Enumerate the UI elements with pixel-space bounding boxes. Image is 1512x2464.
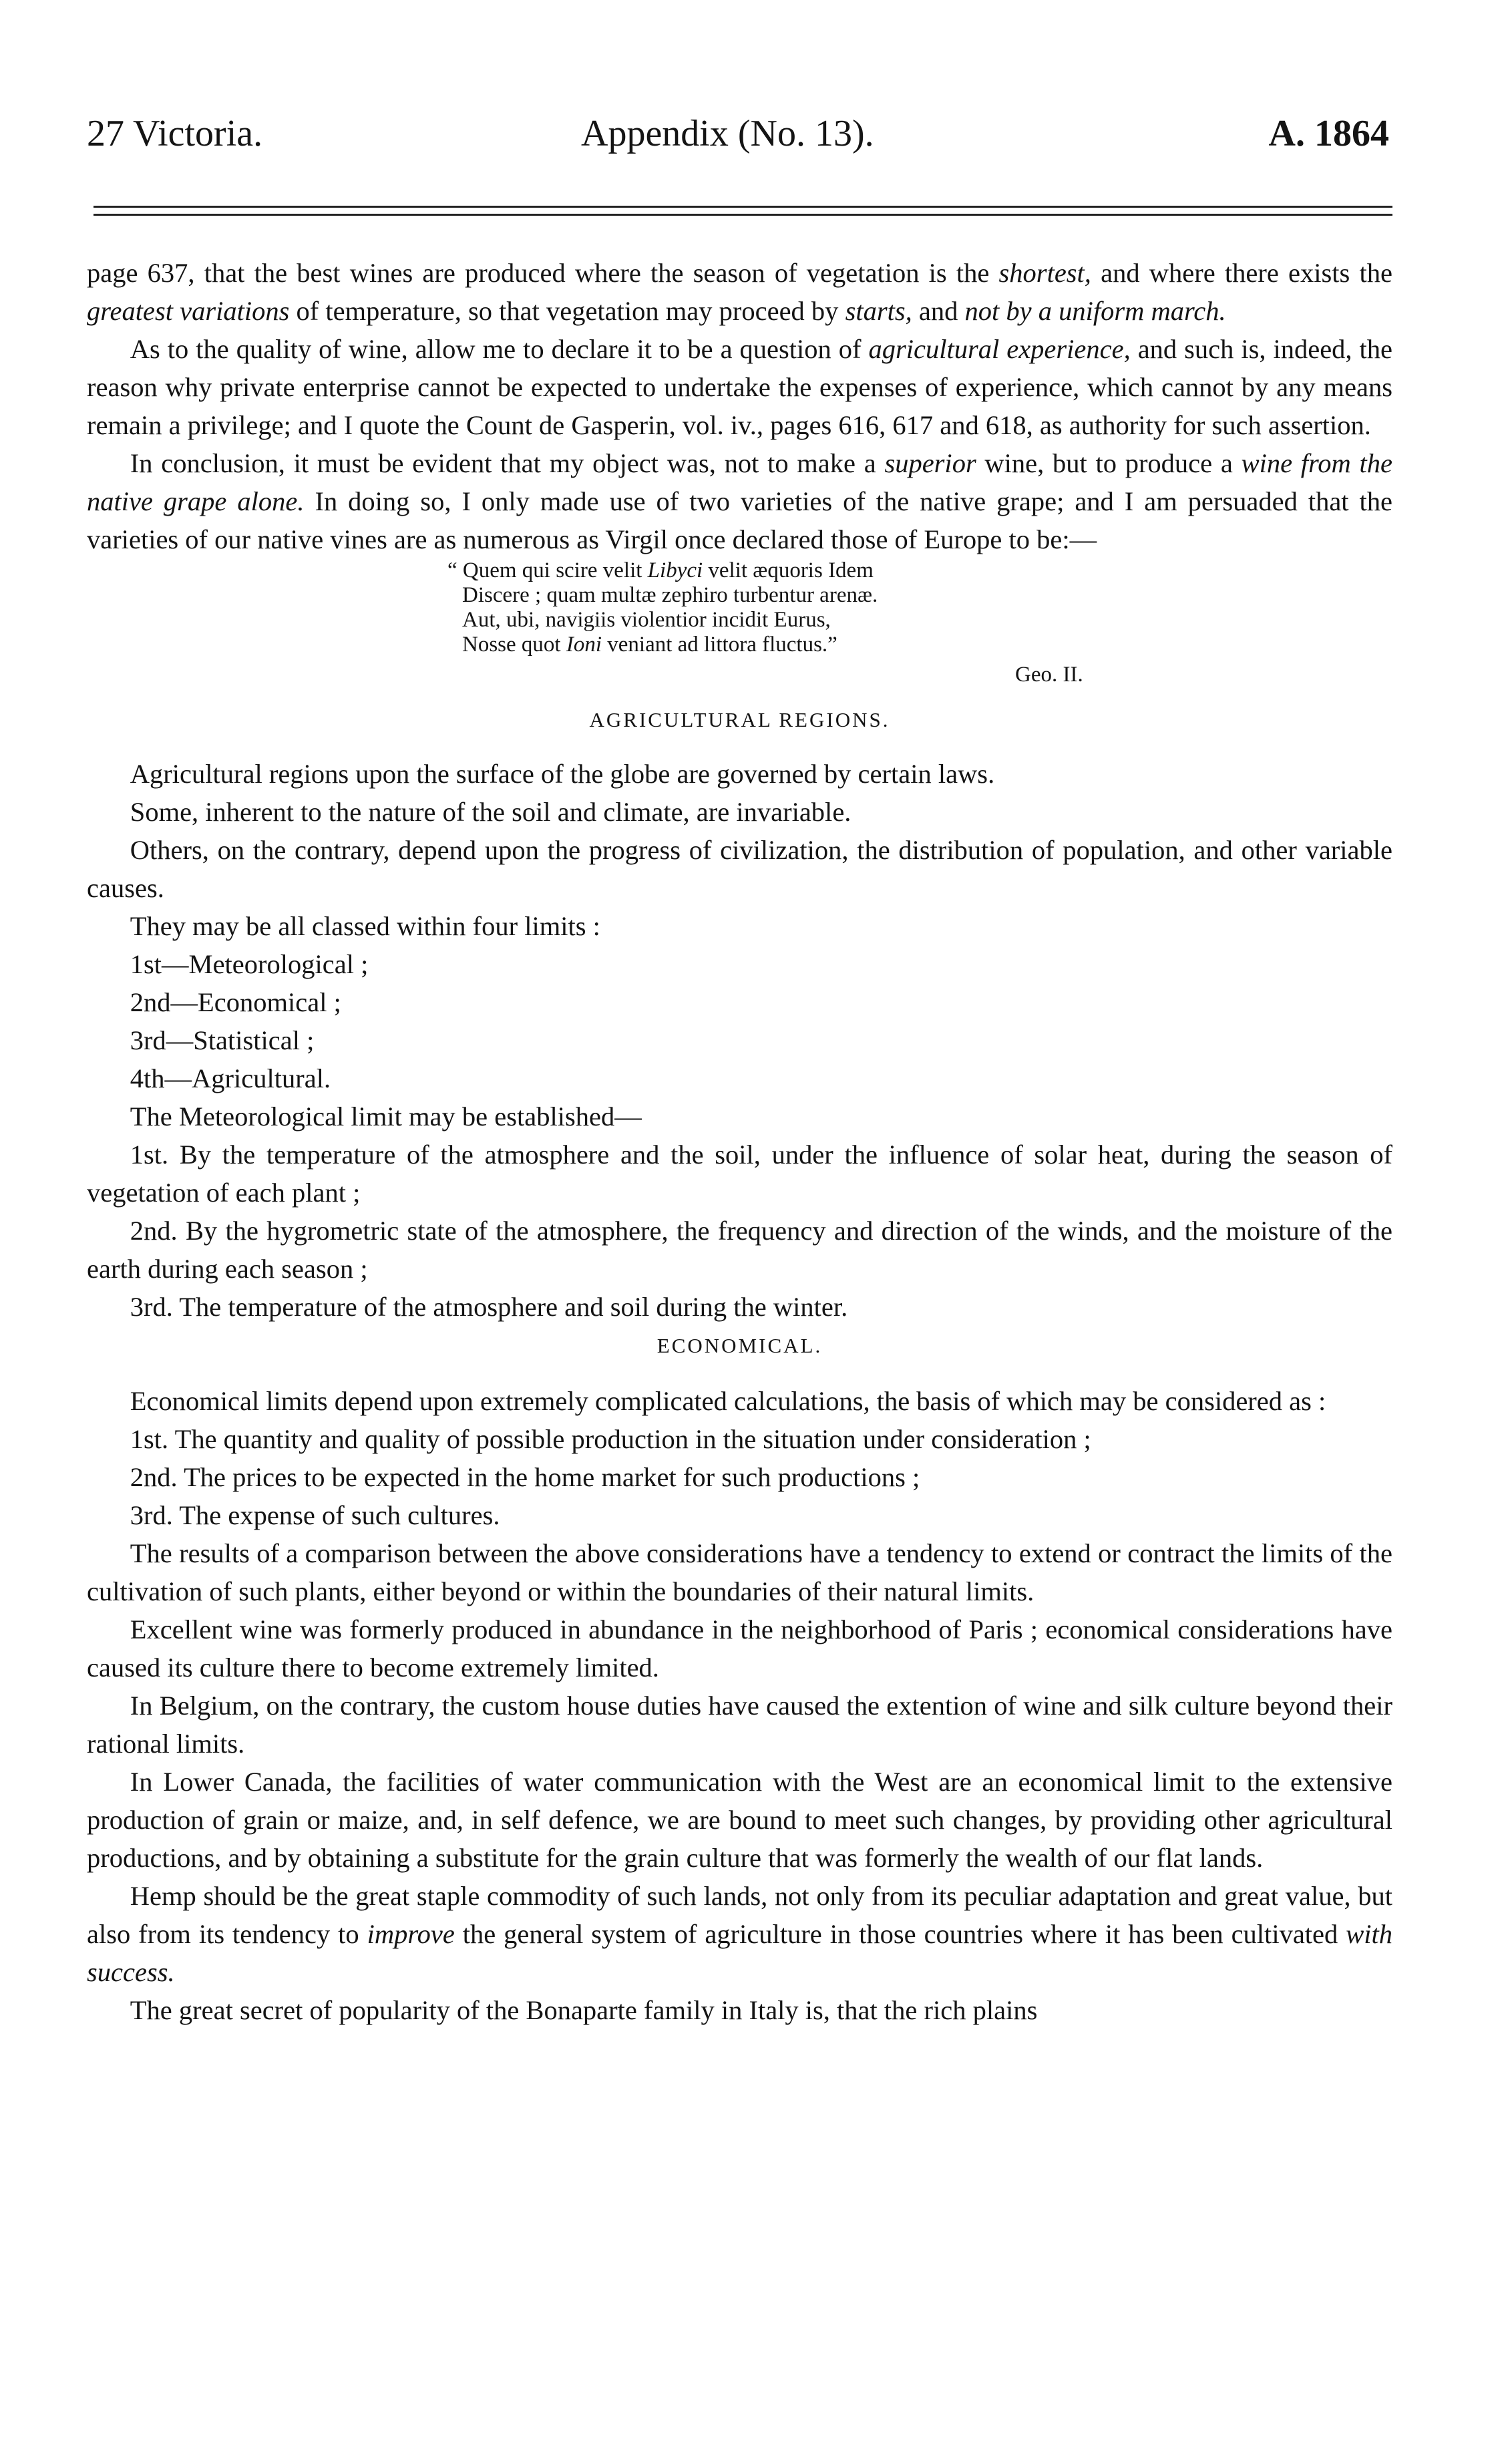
paragraph xyxy=(87,1610,1392,1687)
header-session: 27 Victoria. xyxy=(87,113,263,154)
text-run: 3rd. The expense of such cultures. xyxy=(130,1500,500,1530)
paragraph xyxy=(87,330,1392,444)
text-run: The great secret of popularity of the Bonaparte family in Italy is, that the rich plains xyxy=(130,1995,1038,2025)
text-run: In Belgium, on the contrary, the custom house duties have caused the extention of wine and silk culture beyond their rational limits. xyxy=(87,1691,1392,1759)
text-run: veniant ad littora fluctus.” xyxy=(602,633,837,657)
paragraph: 1st—Meteorological ; xyxy=(130,949,369,979)
text-run: Discere ; quam multæ zephiro turbentur arenæ. xyxy=(462,583,878,607)
text-run: In Lower Canada, the facilities of water communication with the West are an economical limit to the extensive production of grain or maize, and, in self defence, we are bound to meet such changes, by providing other agricultural productions, and by obtaining a substitute for the grain culture that was formerly the wealth of our flat lands. xyxy=(87,1767,1392,1873)
paragraph: Others, on the contrary, depend upon the progress of civilization, the distribution of population, and other variable causes. xyxy=(87,835,1392,903)
text-run: As to the quality of wine, allow me to declare it to be a question of xyxy=(130,334,869,364)
page-body xyxy=(87,254,1392,2029)
header-rule-top xyxy=(93,206,1392,208)
paragraph xyxy=(87,444,1392,558)
text-run: The results of a comparison between the above considerations have a tendency to extend or contract the limits of the cultivation of such plants, either beyond or within the boundaries of their natural limits. xyxy=(87,1538,1392,1606)
paragraph: Agricultural regions upon the surface of the globe are governed by certain laws. xyxy=(130,759,995,789)
text-run: Economical limits depend upon extremely complicated calculations, the basis of which may be considered as : xyxy=(130,1386,1326,1416)
text-run: and where there exists the xyxy=(1091,258,1392,288)
paragraph: 2nd. By the hygrometric state of the atmosphere, the frequency and direction of the winds, and the moisture of the earth during each season ; xyxy=(87,1216,1392,1284)
italic-text: agricultural experience, xyxy=(868,334,1131,364)
italic-text: improve xyxy=(367,1919,455,1949)
verse-line xyxy=(447,583,1392,608)
paragraph xyxy=(87,1420,1392,1458)
text-run: Aut, ubi, navigiis violentior incidit Eurus, xyxy=(462,608,831,632)
italic-text: starts, xyxy=(845,296,912,326)
italic-text: greatest variations xyxy=(87,296,290,326)
text-run: Hemp should be the great staple commodity of such lands, not only from its peculiar adaptation and great value, but also from its tendency to xyxy=(87,1881,1392,1949)
page-header xyxy=(87,112,1389,166)
economical-section xyxy=(87,1382,1392,2029)
paragraph xyxy=(87,1877,1392,1991)
paragraph: The Meteorological limit may be established— xyxy=(130,1101,642,1131)
text-run: In conclusion, it must be evident that my object was, not to make a xyxy=(130,448,885,478)
agricultural-regions-section xyxy=(87,755,1392,1326)
paragraph xyxy=(87,1496,1392,1534)
verse-line xyxy=(447,558,1392,583)
paragraph: 4th—Agricultural. xyxy=(130,1063,331,1093)
paragraph xyxy=(87,1382,1392,1420)
italic-text: with success. xyxy=(87,1919,1392,1987)
italic-text: wine from the native grape alone. xyxy=(87,448,1392,516)
header-appendix: Appendix (No. 13). xyxy=(581,113,874,154)
text-run: Excellent wine was formerly produced in abundance in the neighborhood of Paris ; economical considerations have caused its culture there to become extremely limited. xyxy=(87,1614,1392,1683)
paragraph xyxy=(87,1687,1392,1763)
italic-text: not by a uniform march. xyxy=(964,296,1226,326)
paragraph: 1st. By the temperature of the atmosphere and the soil, under the influence of solar heat, during the season of vegetation of each plant ; xyxy=(87,1139,1392,1208)
verse-reference: Geo. II. xyxy=(1015,663,1083,687)
paragraph: They may be all classed within four limits : xyxy=(130,911,600,941)
verse-line xyxy=(447,633,1392,657)
paragraph xyxy=(87,1458,1392,1496)
intro-paragraphs xyxy=(87,254,1392,558)
italic-text: shortest, xyxy=(998,258,1091,288)
latin-verse xyxy=(447,558,1392,657)
italic-text: superior xyxy=(884,448,976,478)
text-run: Nosse quot xyxy=(462,633,566,657)
text-run: wine, but to produce a xyxy=(976,448,1242,478)
verse-line xyxy=(447,608,1392,633)
text-run: In doing so, I only made use of two varieties of the native grape; and I am persuaded that the varieties of our native vines are as numerous as Virgil once declared those of Europe to be:— xyxy=(87,486,1392,554)
paragraph xyxy=(87,1763,1392,1877)
text-run: of temperature, so that vegetation may proceed by xyxy=(289,296,845,326)
paragraph xyxy=(87,1991,1392,2029)
text-run: and such is, indeed, the reason why private enterprise cannot be expected to undertake the expenses of experience, which cannot by any means remain a privilege; and I quote the Count de Gasperin, vol. iv., pages 616, 617 and 618, as authority for such assertion. xyxy=(87,334,1392,440)
paragraph: 2nd—Economical ; xyxy=(130,987,341,1017)
agricultural-regions-heading: AGRICULTURAL REGIONS. xyxy=(589,708,890,731)
text-run: 1st. The quantity and quality of possible production in the situation under consideration ; xyxy=(130,1424,1091,1454)
economical-heading: ECONOMICAL. xyxy=(656,1334,823,1357)
text-run: the general system of agriculture in those countries where it has been cultivated xyxy=(454,1919,1346,1949)
paragraph: Some, inherent to the nature of the soil and climate, are invariable. xyxy=(130,797,852,827)
header-year: A. 1864 xyxy=(1268,113,1389,154)
italic-text: Libyci xyxy=(647,558,703,582)
text-run: 2nd. The prices to be expected in the home market for such productions ; xyxy=(130,1462,920,1492)
text-run: page 637, that the best wines are produced where the season of vegetation is the xyxy=(87,258,999,288)
paragraph xyxy=(87,1534,1392,1610)
text-run: and xyxy=(912,296,965,326)
paragraph: 3rd—Statistical ; xyxy=(130,1025,315,1055)
paragraph: 3rd. The temperature of the atmosphere and soil during the winter. xyxy=(130,1292,848,1322)
header-rule-bottom xyxy=(93,214,1392,216)
paragraph xyxy=(87,254,1392,330)
italic-text: Ioni xyxy=(566,633,602,657)
text-run: “ Quem qui scire velit xyxy=(447,558,648,582)
text-run: velit æquoris Idem xyxy=(703,558,874,582)
